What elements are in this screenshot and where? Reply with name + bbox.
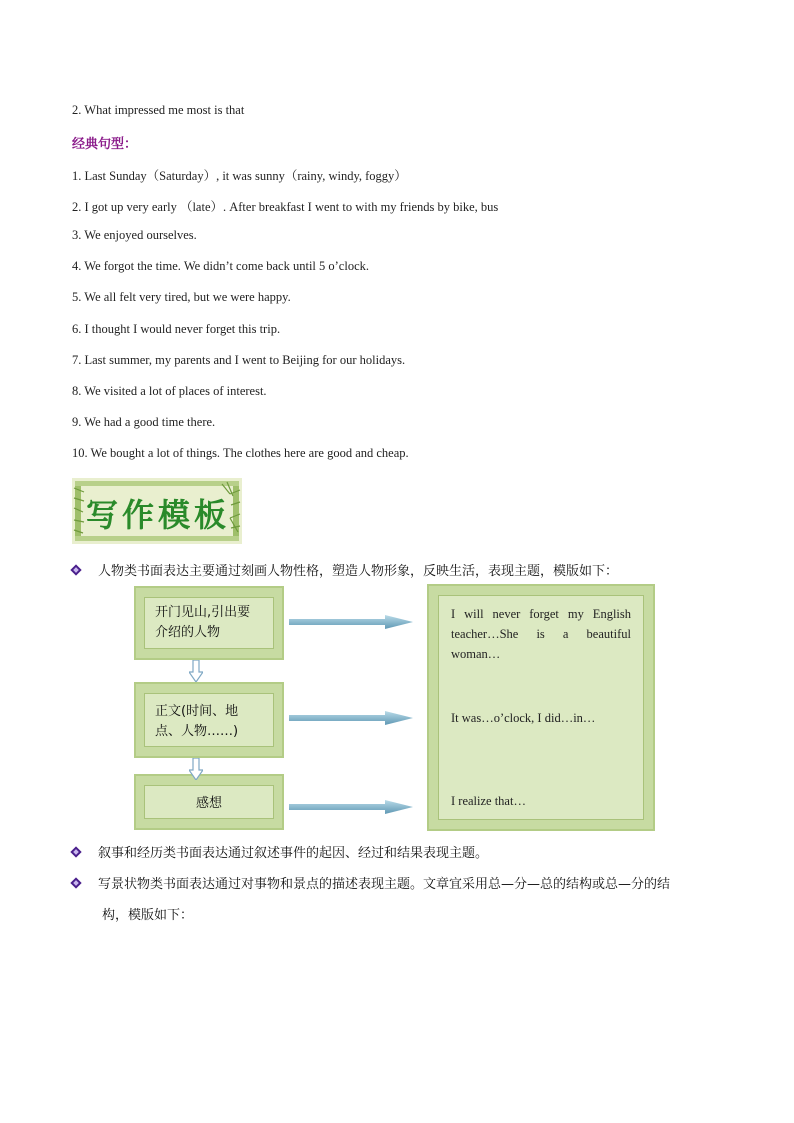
example-body-text: It was…o’clock, I did…in… [451, 711, 596, 725]
diamond-bullet-icon [70, 877, 81, 888]
right-arrow-icon [289, 711, 413, 725]
flow-box-body [134, 682, 284, 758]
flow-box-reflection-text: 感想 [144, 785, 274, 819]
sentence-1: 1. Last Sunday（Saturday）, it was sunny（rainy, windy, foggy） [72, 169, 407, 183]
example-reflection-text: I realize that… [451, 794, 526, 808]
diamond-bullet-icon [70, 846, 81, 857]
sentence-9: 9. We had a good time there. [72, 415, 216, 429]
example-sentences-inner [438, 595, 644, 820]
flow-box-opening-text: 开门见山,引出要介绍的人物 [144, 597, 274, 649]
example-sentences-box [427, 584, 655, 831]
sentence-3: 3. We enjoyed ourselves. [72, 228, 197, 242]
down-arrow-icon [189, 758, 203, 780]
banner-title: 写作模板 [86, 496, 231, 534]
flow-box-reflection [134, 774, 284, 830]
bullet-scenery-continued: 构，模版如下： [102, 908, 194, 923]
down-arrow-icon [189, 660, 203, 682]
writing-template-banner [72, 478, 242, 544]
sentence-4: 4. We forgot the time. We didn’t come back until 5 o’clock. [72, 259, 369, 273]
right-arrow-icon [289, 800, 413, 814]
flow-box-body-text: 正文(时间、地点、人物……) [144, 693, 274, 747]
flow-box-opening [134, 586, 284, 660]
bullet-scenery-text: 写景状物类书面表达通过对事物和景点的描述表现主题。文章宜采用总—分—总的结构或总—分的结 [98, 877, 671, 892]
example-opening-text: I will never forget my English teacher…She is a beautiful woman… [451, 607, 631, 661]
bullet-narrative [72, 842, 488, 861]
bullet-people [72, 560, 618, 579]
sentence-5: 5. We all felt very tired, but we were happy. [72, 290, 291, 304]
sentence-7: 7. Last summer, my parents and I went to Beijing for our holidays. [72, 353, 406, 367]
section-heading: 经典句型： [72, 137, 138, 152]
sentence-10: 10. We bought a lot of things. The clothes here are good and cheap. [72, 446, 409, 460]
intro-line: 2. What impressed me most is that [72, 103, 245, 117]
bullet-narrative-text: 叙事和经历类书面表达通过叙述事件的起因、经过和结果表现主题。 [98, 846, 489, 861]
sentence-2: 2. I got up very early （late）. After breakfast I went to with my friends by bike, bus [72, 200, 499, 214]
diamond-bullet-icon [70, 564, 81, 575]
bullet-scenery [72, 873, 670, 892]
sentence-8: 8. We visited a lot of places of interest. [72, 384, 267, 398]
right-arrow-icon [289, 615, 413, 629]
bullet-people-text: 人物类书面表达主要通过刻画人物性格，塑造人物形象，反映生活，表现主题，模版如下： [98, 564, 619, 579]
sentence-6: 6. I thought I would never forget this trip. [72, 322, 281, 336]
